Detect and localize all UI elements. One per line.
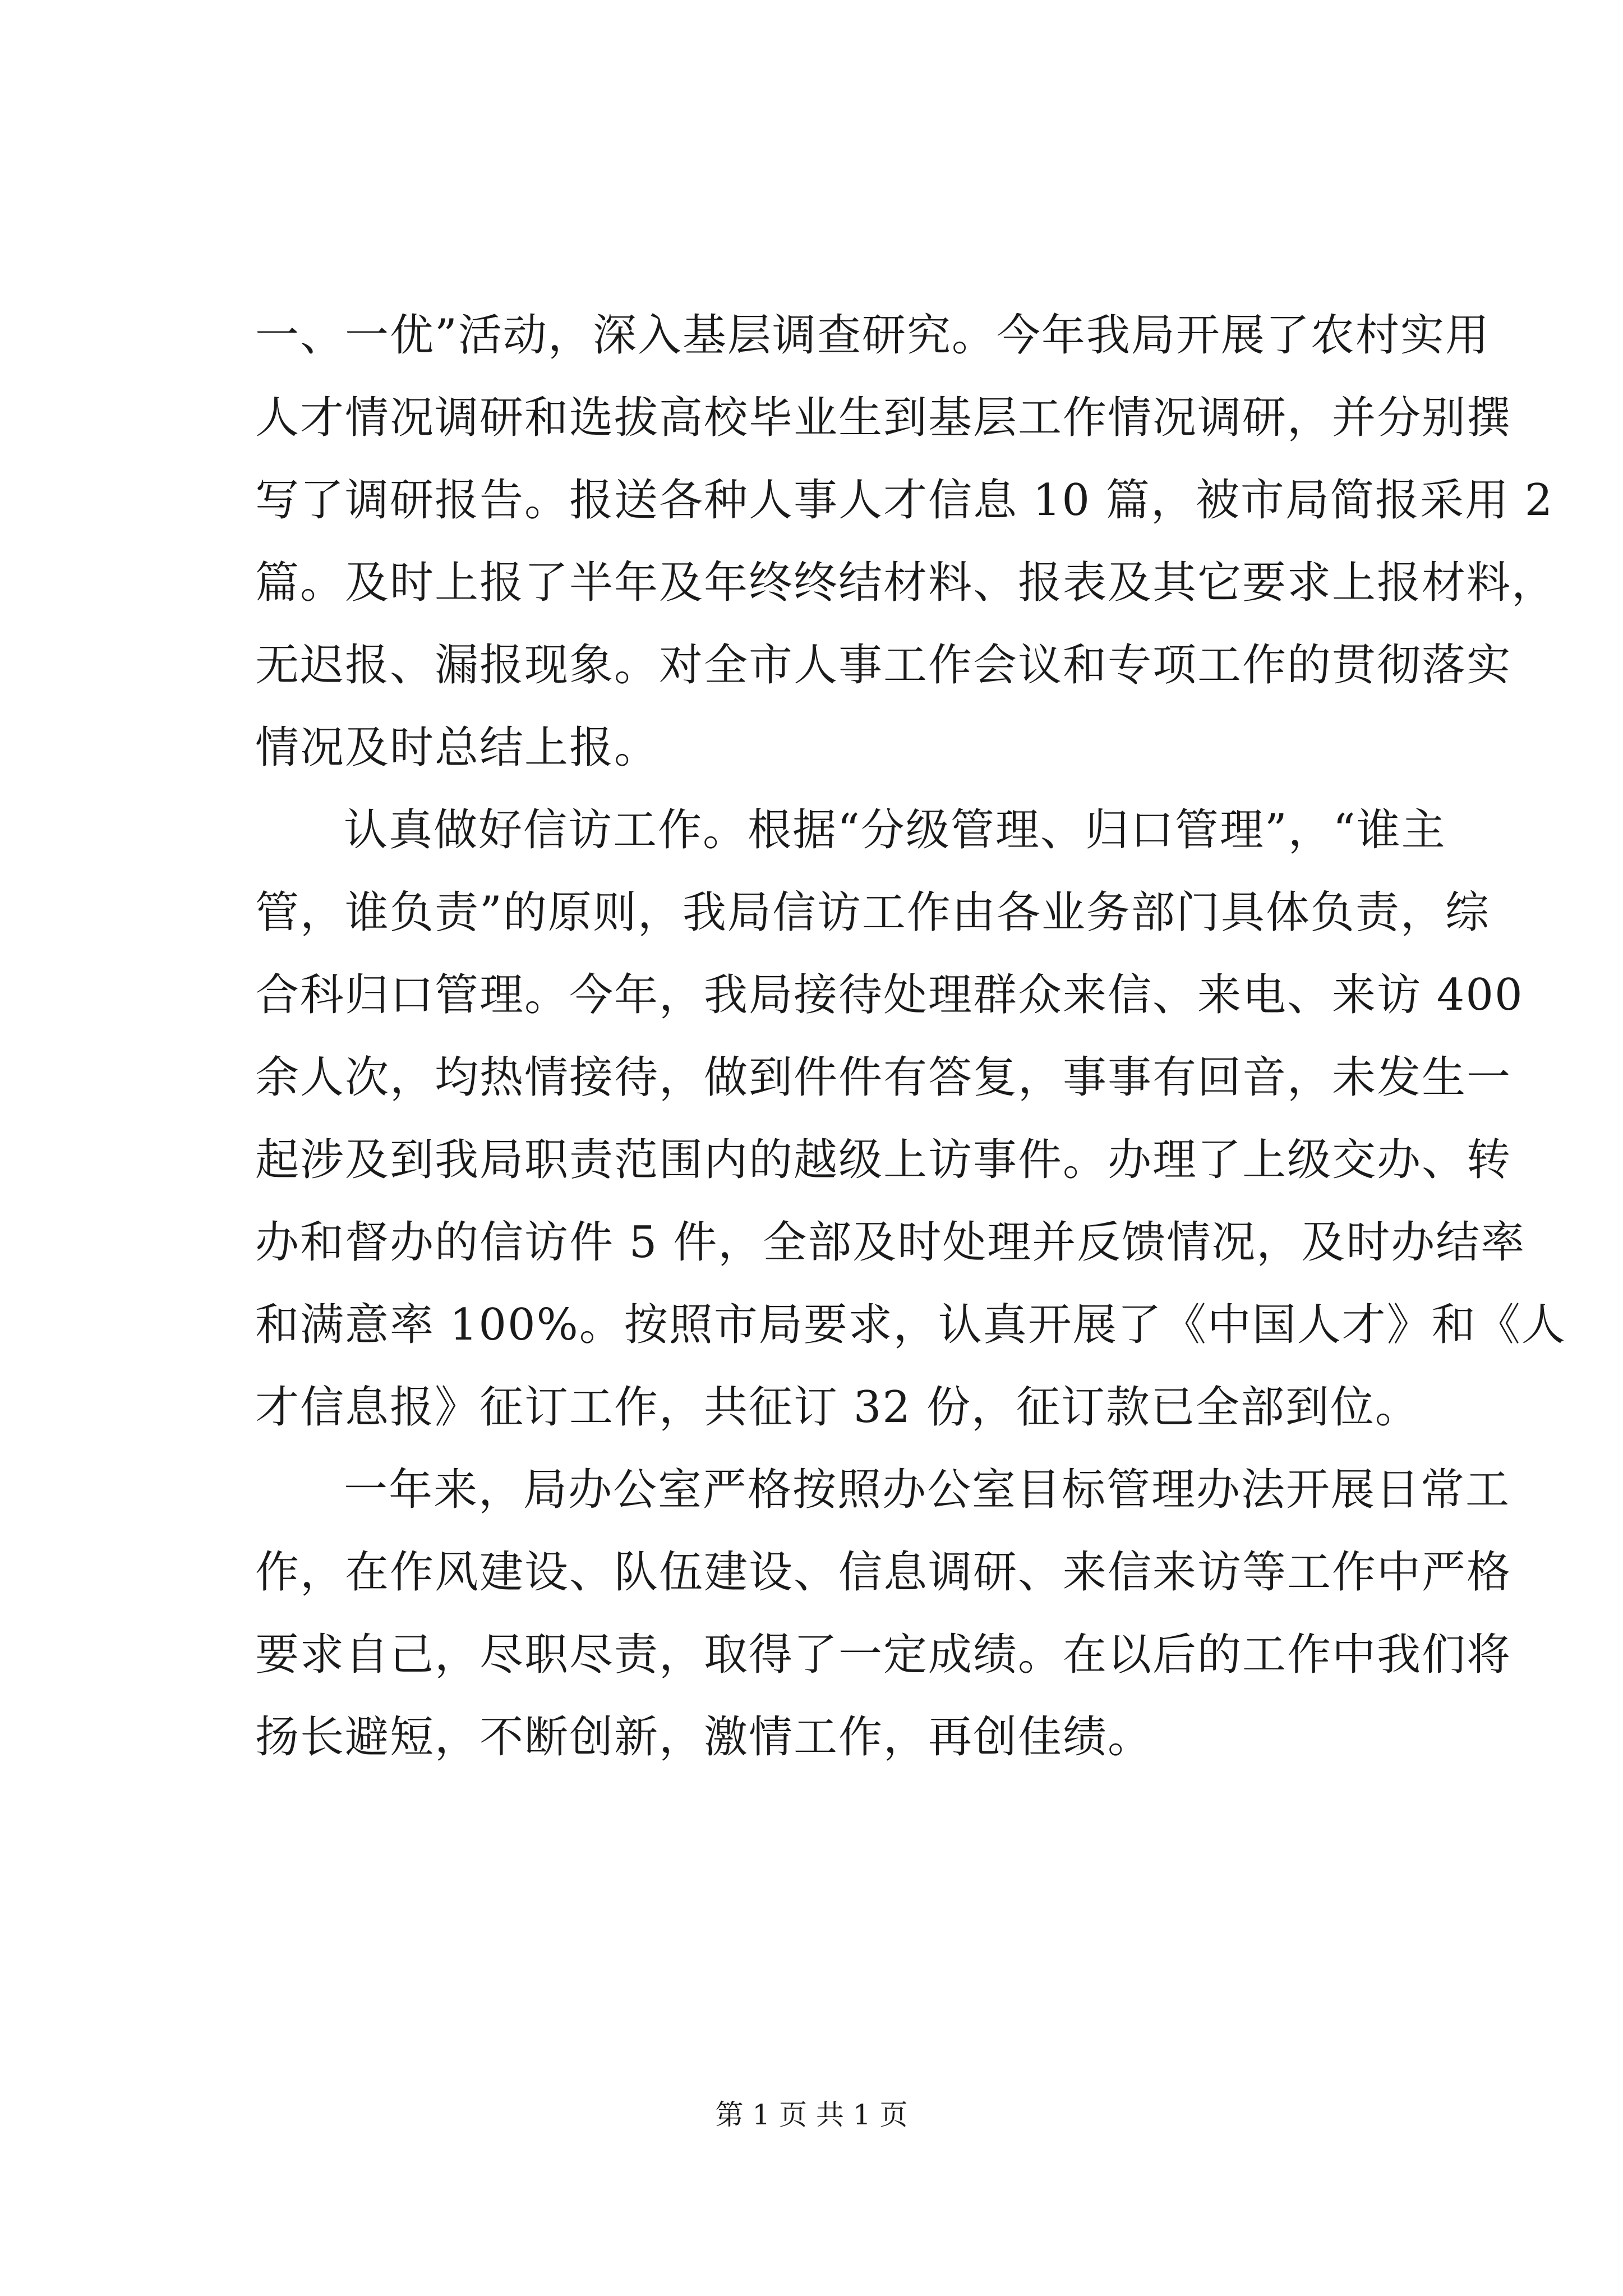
paragraph-research	[255, 295, 1557, 789]
text-line: 一年来，局办公室严格按照办公室目标管理办法开展日常工	[344, 1465, 1511, 1515]
text-line: 一、一优”活动，深入基层调查研究。今年我局开展了农村实用	[255, 310, 1490, 361]
document-body	[255, 295, 1566, 1779]
text-line: 和满意率 100%。按照市局要求，认真开展了《中国人才》和《人	[255, 1300, 1566, 1350]
text-line: 扬长避短，不断创新，激情工作，再创佳绩。	[255, 1712, 1153, 1763]
text-line: 人才情况调研和选拔高校毕业生到基层工作情况调研，并分别撰	[255, 393, 1512, 443]
text-line: 办和督办的信访件 5 件，全部及时处理并反馈情况，及时办结率	[255, 1217, 1526, 1268]
text-line: 管，谁负责”的原则，我局信访工作由各业务部门具体负责，综	[255, 887, 1490, 938]
paragraph-petitions	[255, 789, 1566, 1449]
text-line: 才信息报》征订工作，共征订 32 份，征订款已全部到位。	[255, 1382, 1420, 1433]
text-line: 情况及时总结上报。	[255, 723, 660, 773]
text-line: 合科归口管理。今年，我局接待处理群众来信、来电、来访 400	[255, 970, 1524, 1020]
text-line: 篇。及时上报了半年及年终终结材料、报表及其它要求上报材料，	[255, 558, 1557, 608]
text-line: 起涉及到我局职责范围内的越级上访事件。办理了上级交办、转	[255, 1135, 1512, 1185]
page-footer: 第 1 页 共 1 页	[715, 2099, 908, 2131]
text-line: 写了调研报告。报送各种人事人才信息 10 篇，被市局简报采用 2	[255, 475, 1554, 526]
text-line: 作，在作风建设、队伍建设、信息调研、来信来访等工作中严格	[255, 1547, 1512, 1598]
paragraph-summary	[255, 1449, 1512, 1779]
text-line: 要求自己，尽职尽责，取得了一定成绩。在以后的工作中我们将	[255, 1630, 1512, 1680]
text-line: 无迟报、漏报现象。对全市人事工作会议和专项工作的贯彻落实	[255, 640, 1512, 691]
text-line: 余人次，均热情接待，做到件件有答复，事事有回音，未发生一	[255, 1052, 1512, 1103]
text-line: 认真做好信访工作。根据“分级管理、归口管理”，“谁主	[344, 805, 1446, 855]
